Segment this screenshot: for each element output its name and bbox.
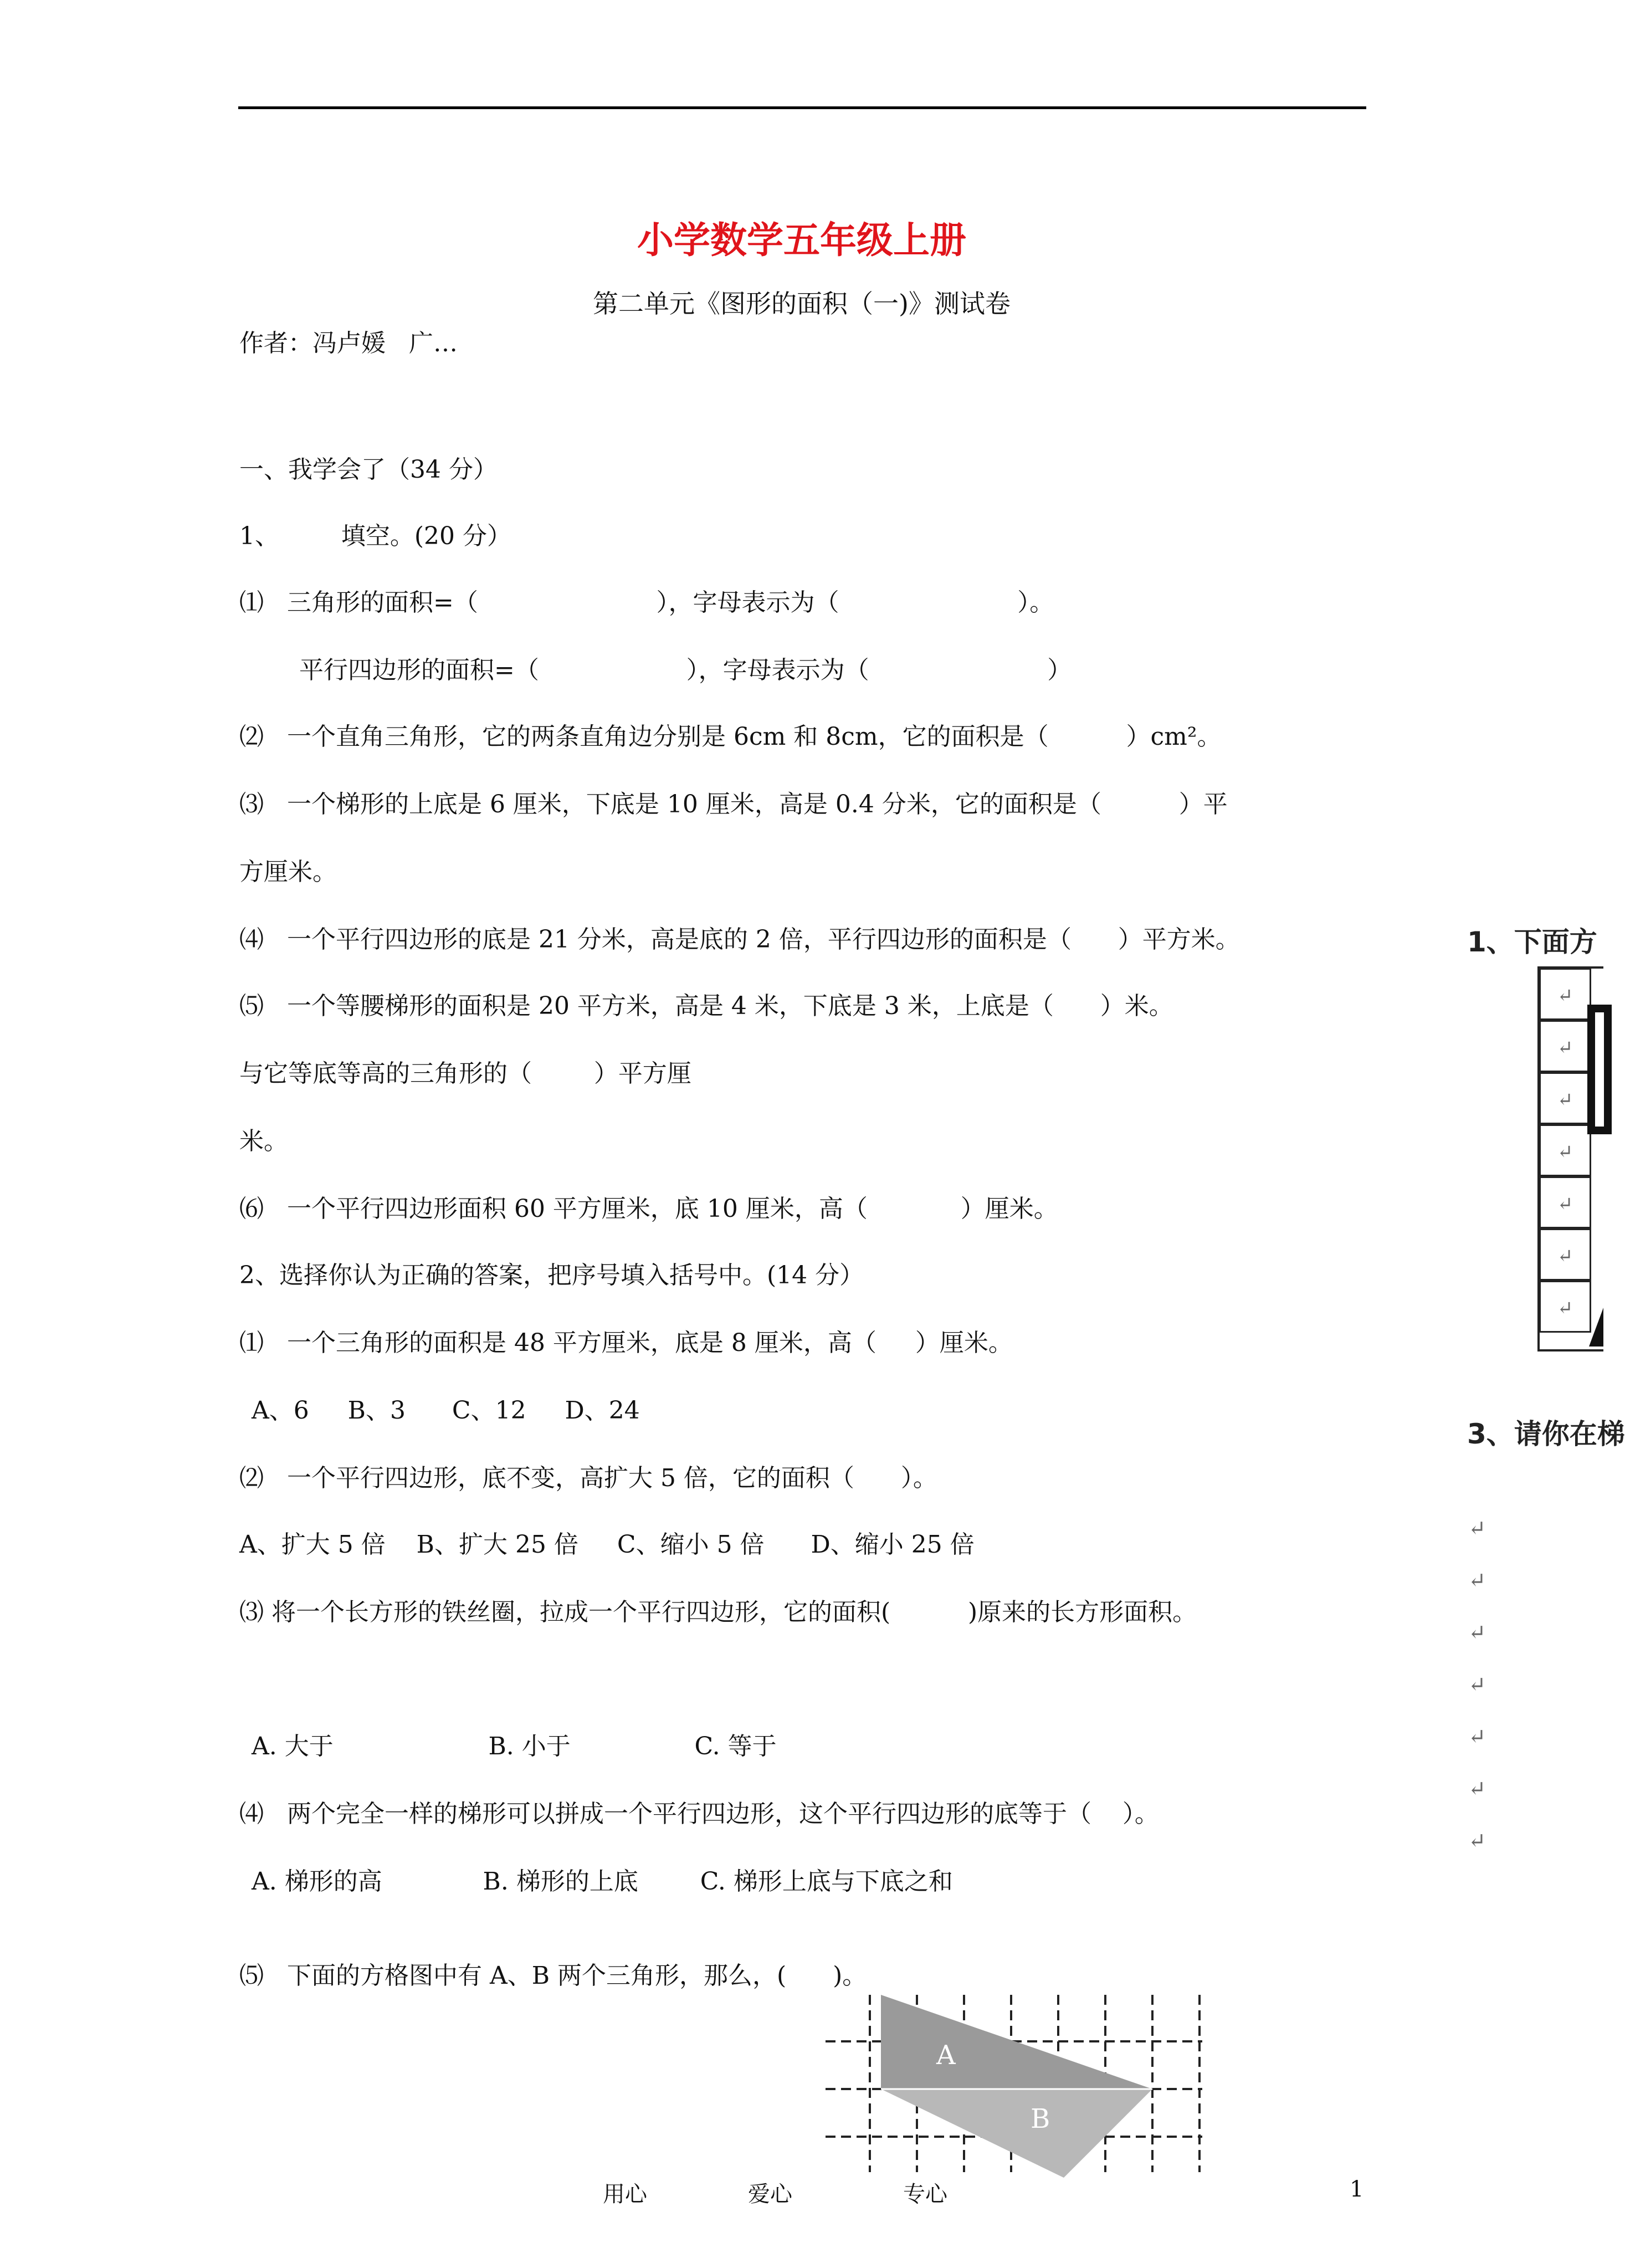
question-1-5b: 与它等底等高的三角形的（ ）平方厘 — [239, 1059, 691, 1088]
side-grid-cell: ↵ — [1539, 1020, 1591, 1072]
question-1-5a: ⑸ 一个等腰梯形的面积是 20 平方米，高是 4 米，下底是 3 米，上底是（ ）米。 — [239, 992, 1173, 1020]
question-1-3a: ⑶ 一个梯形的上底是 6 厘米，下底是 10 厘米，高是 0.4 分米，它的面积是（ ）平 — [239, 790, 1228, 818]
section-1-heading: 一、我学会了（34 分） — [239, 455, 498, 484]
triangle-b — [881, 2089, 1152, 2178]
grid-triangles-figure — [826, 1973, 1230, 2183]
question-2-2-options: A、扩大 5 倍 B、扩大 25 倍 C、缩小 5 倍 D、缩小 25 倍 — [239, 1530, 975, 1559]
side-grid-cell: ↵ — [1539, 1281, 1591, 1333]
question-2-4: ⑷ 两个完全一样的梯形可以拼成一个平行四边形，这个平行四边形的底等于（ ）。 — [239, 1800, 1159, 1828]
question-1-5c: 米。 — [239, 1127, 288, 1155]
author-line: 作者：冯卢媛 广… — [239, 329, 458, 357]
question-1-1a: ⑴ 三角形的面积=（ ），字母表示为（ ）。 — [239, 588, 1054, 617]
triangle-b-label: B — [1031, 2103, 1050, 2134]
question-1-1b: 平行四边形的面积=（ ），字母表示为（ ） — [299, 656, 1072, 684]
side-grid-cell: ↵ — [1539, 1176, 1591, 1228]
side-grid-cell: ↵ — [1539, 1124, 1591, 1176]
question-1-heading: 1、 填空。(20 分） — [239, 522, 512, 550]
return-mark: ↵ — [1468, 1829, 1486, 1853]
return-mark: ↵ — [1468, 1516, 1486, 1540]
question-1-6: ⑹ 一个平行四边形面积 60 平方厘米，底 10 厘米，高（ ）厘米。 — [239, 1195, 1058, 1223]
question-2-1: ⑴ 一个三角形的面积是 48 平方厘米，底是 8 厘米，高（ ）厘米。 — [239, 1329, 1013, 1357]
document-title: 小学数学五年级上册 — [637, 218, 966, 262]
side-grid-cell: ↵ — [1539, 1228, 1591, 1281]
question-2-heading: 2、选择你认为正确的答案，把序号填入括号中。(14 分） — [239, 1261, 864, 1289]
side-grid-shape — [1589, 997, 1603, 1352]
page-number: 1 — [1350, 2177, 1364, 2202]
side-heading-2: 3、请你在梯 — [1467, 1418, 1625, 1450]
header-rule — [238, 106, 1366, 109]
question-2-3: ⑶ 将一个长方形的铁丝圈，拉成一个平行四边形，它的面积( )原来的长方形面积。 — [239, 1598, 1197, 1626]
footer-left: 用心 — [603, 2182, 647, 2207]
side-grid-cell: ↵ — [1539, 968, 1591, 1020]
question-1-3b: 方厘米。 — [239, 858, 337, 886]
question-1-4: ⑷ 一个平行四边形的底是 21 分米，高是底的 2 倍，平行四边形的面积是（ ）平方米。 — [239, 925, 1240, 954]
question-2-2: ⑵ 一个平行四边形，底不变，高扩大 5 倍，它的面积（ ）。 — [239, 1464, 937, 1492]
side-grid-cell: ↵ — [1539, 1072, 1591, 1124]
question-2-4-options: A. 梯形的高 B. 梯形的上底 C. 梯形上底与下底之和 — [244, 1867, 953, 1896]
footer-right: 专心 — [903, 2182, 947, 2207]
question-2-3-options: A. 大于 B. 小于 C. 等于 — [244, 1732, 777, 1760]
question-2-1-options: A、6 B、3 C、12 D、24 — [244, 1396, 640, 1425]
return-mark: ↵ — [1468, 1620, 1486, 1645]
return-mark: ↵ — [1468, 1776, 1486, 1801]
question-1-2: ⑵ 一个直角三角形，它的两条直角边分别是 6cm 和 8cm，它的面积是（ ）cm²。 — [239, 723, 1222, 751]
return-mark: ↵ — [1468, 1724, 1486, 1749]
return-mark: ↵ — [1468, 1672, 1486, 1697]
side-heading-1: 1、下面方 — [1467, 926, 1597, 958]
question-2-5: ⑸ 下面的方格图中有 A、B 两个三角形，那么，( )。 — [239, 1962, 867, 1990]
return-mark: ↵ — [1468, 1568, 1486, 1593]
footer-middle: 爱心 — [748, 2182, 792, 2207]
triangle-a-label: A — [936, 2040, 956, 2071]
document-subtitle: 第二单元《图形的面积（一)》测试卷 — [593, 289, 1011, 319]
